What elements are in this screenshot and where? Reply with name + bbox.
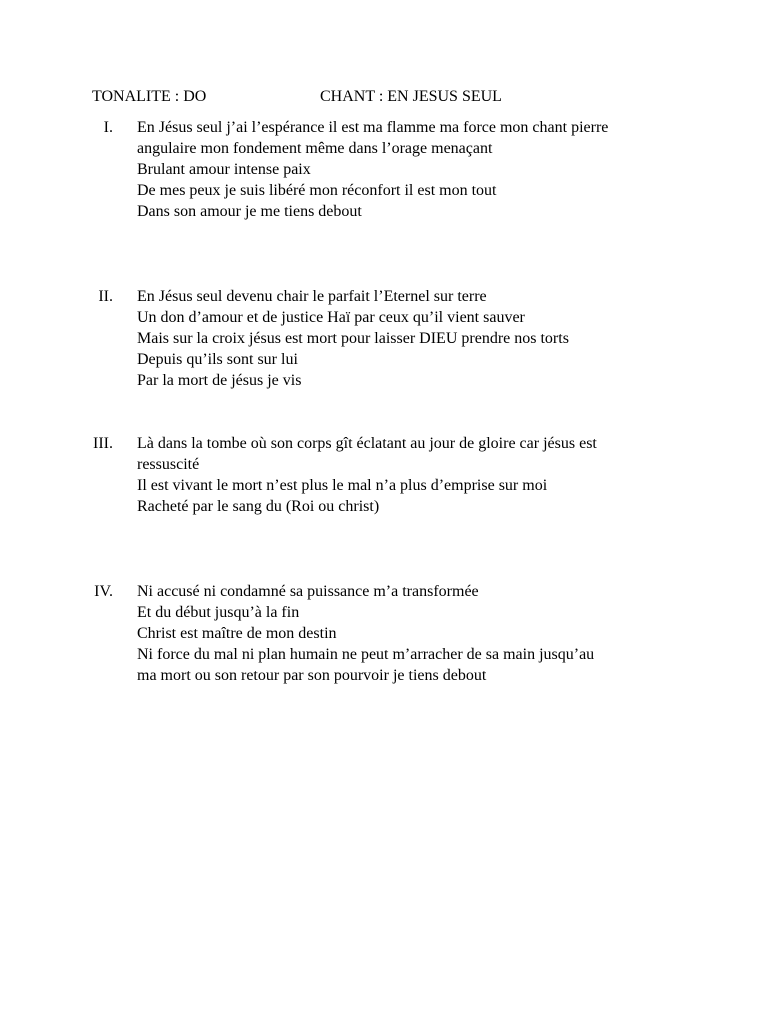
stanza-numeral: I. xyxy=(103,119,113,136)
lyric-line: Ni accusé ni condamné sa puissance m’a transformée xyxy=(137,583,479,600)
lyric-line: Mais sur la croix jésus est mort pour laisser DIEU prendre nos torts xyxy=(137,330,569,347)
lyric-line: Il est vivant le mort n’est plus le mal n’a plus d’emprise sur moi xyxy=(137,477,548,494)
lyric-line: Là dans la tombe où son corps gît éclatant au jour de gloire car jésus est xyxy=(137,435,597,452)
song-title: CHANT : EN JESUS SEUL xyxy=(320,88,502,105)
lyric-line: Christ est maître de mon destin xyxy=(137,625,337,642)
stanza-numeral: II. xyxy=(98,288,113,305)
lyric-line: Depuis qu’ils sont sur lui xyxy=(137,351,298,368)
stanza-numeral: III. xyxy=(93,435,113,452)
lyric-line: Ni force du mal ni plan humain ne peut m’arracher de sa main jusqu’au xyxy=(137,646,595,663)
stanza-lines xyxy=(137,433,697,517)
lyric-line: angulaire mon fondement même dans l’orage menaçant xyxy=(137,140,493,157)
lyric-line: En Jésus seul j’ai l’espérance il est ma flamme ma force mon chant pierre xyxy=(137,119,609,136)
stanza-lines xyxy=(137,117,697,222)
lyric-line: Dans son amour je me tiens debout xyxy=(137,203,362,220)
lyric-line: Et du début jusqu’à la fin xyxy=(137,604,300,621)
song-header xyxy=(0,86,768,108)
stanza-numeral: IV. xyxy=(94,583,113,600)
stanza-lines xyxy=(137,581,697,686)
lyric-line: Racheté par le sang du (Roi ou christ) xyxy=(137,498,380,515)
lyric-line: Par la mort de jésus je vis xyxy=(137,372,302,389)
lyric-line: ressuscité xyxy=(137,456,200,473)
lyric-line: Un don d’amour et de justice Haï par ceux qu’il vient sauver xyxy=(137,309,525,326)
lyric-line: ma mort ou son retour par son pourvoir je tiens debout xyxy=(137,667,487,684)
key-label: TONALITE : DO xyxy=(92,88,207,105)
lyric-line: En Jésus seul devenu chair le parfait l’Eternel sur terre xyxy=(137,288,487,305)
lyric-line: De mes peux je suis libéré mon réconfort il est mon tout xyxy=(137,182,497,199)
lyric-line: Brulant amour intense paix xyxy=(137,161,311,178)
stanza-lines xyxy=(137,286,697,391)
